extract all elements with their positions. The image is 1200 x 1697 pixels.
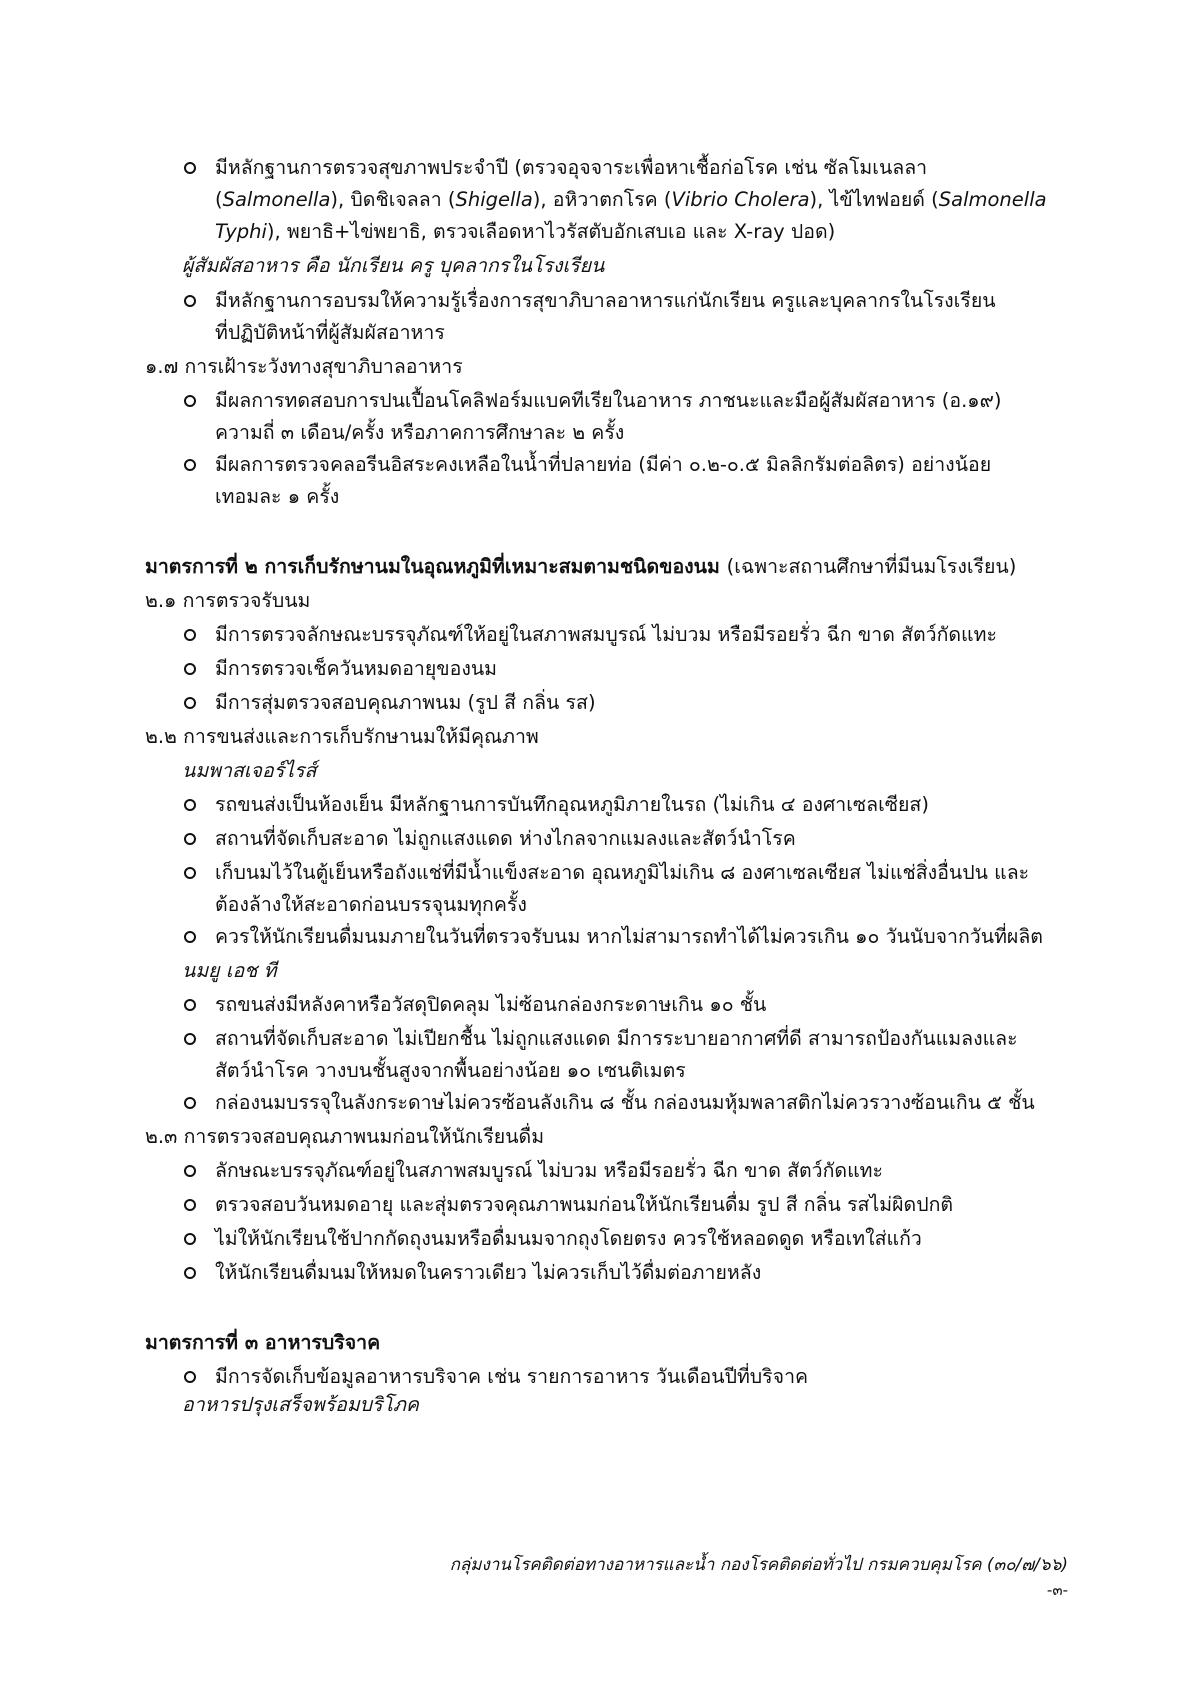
item-refrigerator-cont: ต้องล้างให้สะอาดก่อนบรรจุนมทุกครั้ง	[215, 893, 527, 916]
section-1-7-heading: ๑.๗ การเฝ้าระวังทางสุขาภิบาลอาหาร	[145, 355, 463, 378]
bullet-icon	[184, 295, 196, 307]
bullet-icon	[184, 1267, 196, 1279]
item-clean-storage: สถานที่จัดเก็บสะอาด ไม่ถูกแสงแดด ห่างไกลจากแมลงและสัตว์นำโรค	[215, 827, 796, 850]
bullet-icon	[184, 663, 196, 675]
item-no-bite-bag: ไม่ให้นักเรียนใช้ปากกัดถุงนมหรือดื่มนมจากถุงโดยตรง ควรใช้หลอดดูด หรือเทใส่แก้ว	[215, 1227, 922, 1250]
bullet-icon	[184, 1199, 196, 1211]
item-quality-sample: มีการสุ่มตรวจสอบคุณภาพนม (รูป สี กลิ่น รส)	[215, 691, 596, 714]
item-coliform-test: มีผลการทดสอบการปนเปื้อนโคลิฟอร์มแบคทีเรียในอาหาร ภาชนะและมือผู้สัมผัสอาหาร (อ.๑๙)	[215, 389, 1002, 412]
item-chlorine-check: มีผลการตรวจคลอรีนอิสระคงเหลือในน้ำที่ปลายท่อ (มีค่า ๐.๒-๐.๕ มิลลิกรัมต่อลิตร) อย่างน้อย	[215, 453, 992, 476]
bullet-icon	[184, 1233, 196, 1245]
section-2-2-heading: ๒.๒ การขนส่งและการเก็บรักษานมให้มีคุณภาพ	[145, 725, 539, 748]
item-uht-storage-cont: สัตว์นำโรค วางบนชั้นสูงจากพื้นอย่างน้อย ๑๐ เซนติเมตร	[215, 1059, 686, 1082]
bullet-icon	[184, 459, 196, 471]
bullet-icon	[184, 999, 196, 1011]
bullet-icon	[184, 162, 196, 174]
item-package-check: มีการตรวจลักษณะบรรจุภัณฑ์ให้อยู่ในสภาพสมบูรณ์ ไม่บวม หรือมีรอยรั่ว ฉีก ขาด สัตว์กัดแทะ	[215, 623, 997, 646]
pasteurized-subheading: นมพาสเจอร์ไรส์	[182, 759, 317, 782]
item-finish-at-once: ให้นักเรียนดื่มนมให้หมดในคราวเดียว ไม่ควรเก็บไว้ดื่มต่อภายหลัง	[215, 1261, 762, 1284]
item-uht-transport: รถขนส่งมีหลังคาหรือวัสดุปิดคลุม ไม่ซ้อนกล่องกระดาษเกิน ๑๐ ชั้น	[215, 993, 767, 1016]
bullet-icon	[184, 1165, 196, 1177]
bullet-icon	[184, 931, 196, 943]
food-handler-subheading: ผู้สัมผัสอาหาร คือ นักเรียน ครู บุคลากรในโรงเรียน	[182, 254, 605, 277]
item-expiry-sample: ตรวจสอบวันหมดอายุ และสุ่มตรวจคุณภาพนมก่อนให้นักเรียนดื่ม รูป สี กลิ่น รสไม่ผิดปกติ	[215, 1193, 954, 1216]
item-cold-transport: รถขนส่งเป็นห้องเย็น มีหลักฐานการบันทึกอุณหภูมิภายในรถ (ไม่เกิน ๔ องศาเซลเซียส)	[215, 793, 929, 816]
bullet-icon	[184, 697, 196, 709]
bullet-icon	[184, 867, 196, 879]
bullet-icon	[184, 1371, 196, 1383]
item-coliform-test-cont: ความถี่ ๓ เดือน/ครั้ง หรือภาคการศึกษาละ ๒ ครั้ง	[215, 421, 625, 444]
bullet-icon	[184, 833, 196, 845]
section-2-3-heading: ๒.๓ การตรวจสอบคุณภาพนมก่อนให้นักเรียนดื่ม	[145, 1125, 545, 1148]
item-packaging-intact: ลักษณะบรรจุภัณฑ์อยู่ในสภาพสมบูรณ์ ไม่บวม หรือมีรอยรั่ว ฉีก ขาด สัตว์กัดแทะ	[215, 1159, 883, 1182]
page-number: -๓-	[1046, 1581, 1068, 1599]
bullet-icon	[184, 629, 196, 641]
bullet-icon	[184, 1033, 196, 1045]
item-donation-records: มีการจัดเก็บข้อมูลอาหารบริจาค เช่น รายการอาหาร วันเดือนปีที่บริจาค	[215, 1365, 809, 1388]
item-training-evidence-cont: ที่ปฏิบัติหน้าที่ผู้สัมผัสอาหาร	[215, 321, 445, 344]
item-annual-health-check: มีหลักฐานการตรวจสุขภาพประจำปี (ตรวจอุจจาระเพื่อหาเชื้อก่อโรค เช่น ซัลโมเนลลา	[215, 156, 928, 179]
section-2-1-heading: ๒.๑ การตรวจรับนม	[145, 589, 311, 612]
uht-subheading: นมยู เอช ที	[182, 959, 277, 982]
measure-3-heading: มาตรการที่ ๓ อาหารบริจาค	[145, 1331, 381, 1354]
bullet-icon	[184, 1097, 196, 1109]
bullet-icon	[184, 395, 196, 407]
item-annual-health-check-cont: (Salmonella), บิดชิเจลลา (Shigella), อหิวาตกโรค (Vibrio Cholera), ไข้ไทฟอยด์ (Salmonella	[215, 188, 1047, 211]
item-expiry-check: มีการตรวจเช็ควันหมดอายุของนม	[215, 657, 498, 680]
item-drink-same-day: ควรให้นักเรียนดื่มนมภายในวันที่ตรวจรับนม หากไม่สามารถทำได้ไม่ควรเกิน ๑๐ วันนับจากวันที่ผลิต	[215, 925, 1043, 948]
item-annual-health-check-cont2: Typhi), พยาธิ+ไข่พยาธิ, ตรวจเลือดหาไวรัสตับอักเสบเอ และ X-ray ปอด)	[215, 220, 836, 243]
item-training-evidence: มีหลักฐานการอบรมให้ความรู้เรื่องการสุขาภิบาลอาหารแก่นักเรียน ครูและบุคลากรในโรงเรียน	[215, 289, 996, 312]
item-uht-storage: สถานที่จัดเก็บสะอาด ไม่เปียกชื้น ไม่ถูกแสงแดด มีการระบายอากาศที่ดี สามารถป้องกันแมลงและ	[215, 1027, 1018, 1050]
item-carton-stacking: กล่องนมบรรจุในลังกระดาษไม่ควรซ้อนลังเกิน ๘ ชั้น กล่องนมหุ้มพลาสติกไม่ควรวางซ้อนเกิน ๕ ชั้น	[215, 1091, 1035, 1114]
item-refrigerator: เก็บนมไว้ในตู้เย็นหรือถังแช่ที่มีน้ำแข็งสะอาด อุณหภูมิไม่เกิน ๘ องศาเซลเซียส ไม่แช่สิ่งอื่นปน และ	[215, 861, 1030, 884]
measure-2-heading: มาตรการที่ ๒ การเก็บรักษานมในอุณหภูมิที่เหมาะสมตามชนิดของนม (เฉพาะสถานศึกษาที่มีนมโรงเรียน)	[145, 555, 1017, 578]
footer-credit: กลุ่มงานโรคติดต่อทางอาหารและน้ำ กองโรคติดต่อทั่วไป กรมควบคุมโรค (๓๐/๗/๖๖)	[449, 1555, 1068, 1575]
bullet-icon	[184, 799, 196, 811]
ready-to-eat-subheading: อาหารปรุงเสร็จพร้อมบริโภค	[182, 1393, 419, 1416]
item-chlorine-check-cont: เทอมละ ๑ ครั้ง	[215, 485, 340, 508]
